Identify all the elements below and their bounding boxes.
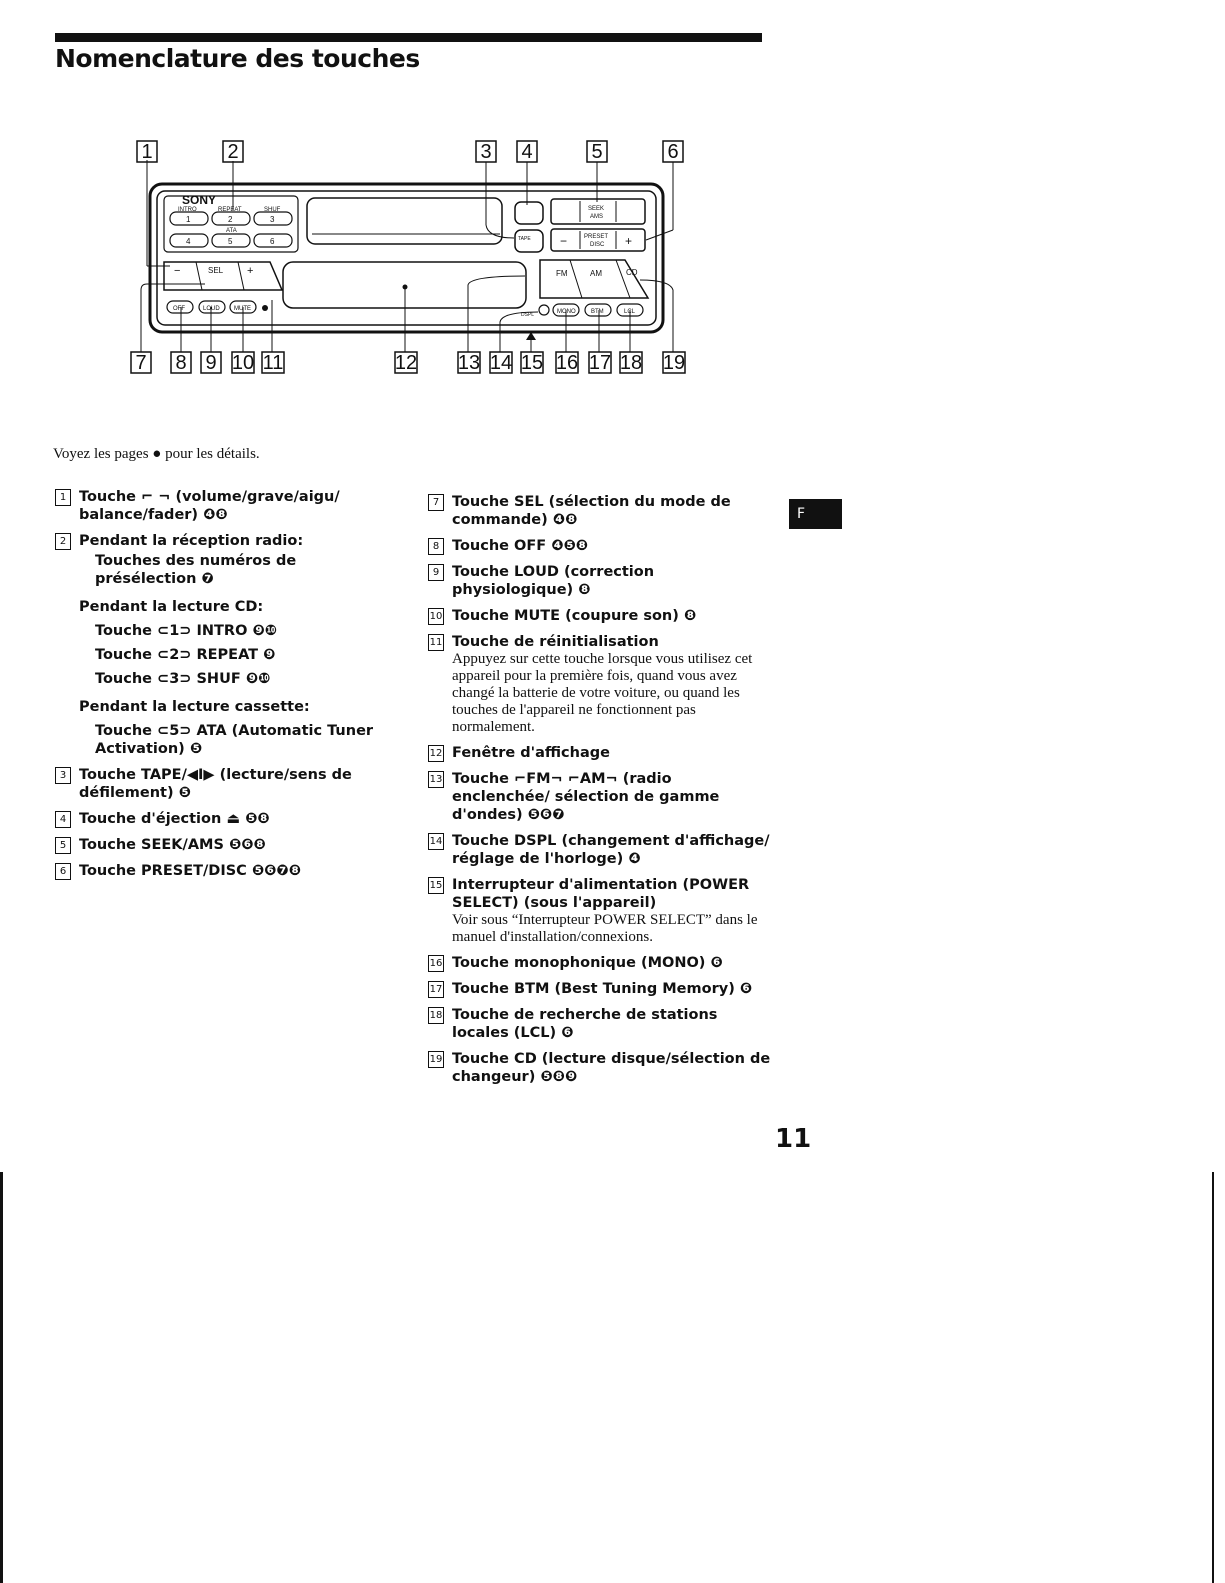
label-sel: SEL bbox=[208, 266, 224, 275]
ata-line bbox=[79, 722, 400, 758]
label-mute: MUTE bbox=[234, 306, 251, 312]
item-text: Touche d'éjection ⏏ bbox=[79, 811, 241, 827]
item-text: Touche ⌐ ¬ (volume/grave/aigu/ balance/fader) bbox=[79, 489, 340, 523]
scan-edge-left bbox=[0, 1172, 3, 1583]
sub-refs: ❾❿ bbox=[252, 623, 278, 639]
callout-number-14: 14 bbox=[489, 352, 513, 374]
section-tab: F bbox=[789, 499, 842, 529]
item-11 bbox=[428, 633, 773, 736]
label-fm: FM bbox=[556, 269, 568, 278]
item-text: Pendant la réception radio: bbox=[79, 533, 304, 549]
item-1 bbox=[55, 488, 400, 524]
label-ata: ATA bbox=[226, 228, 237, 234]
item-body: Voir sous “Interrupteur POWER SELECT” dans le manuel d'installation/connexions. bbox=[452, 912, 758, 945]
item-2-sub bbox=[79, 552, 400, 588]
item-number: 19 bbox=[428, 1051, 444, 1068]
item-number: 17 bbox=[428, 981, 444, 998]
sub-refs: ❺ bbox=[189, 741, 203, 757]
item-text: Touche SEL (sélection du mode de commande) bbox=[452, 494, 731, 528]
label-off: OFF bbox=[173, 306, 185, 312]
page-title: Nomenclature des touches bbox=[55, 44, 420, 73]
item-9 bbox=[428, 563, 773, 599]
item-refs: ❹❽ bbox=[203, 507, 228, 523]
item-text: Touche SEEK/AMS bbox=[79, 837, 224, 853]
preset-1: 1 bbox=[186, 215, 191, 224]
item-number: 9 bbox=[428, 564, 444, 581]
scan-edge-right bbox=[1212, 1172, 1214, 1583]
label-dspl: DSPL bbox=[521, 312, 535, 318]
preset-6: 6 bbox=[270, 237, 275, 246]
intro-line bbox=[79, 622, 400, 640]
item-number: 5 bbox=[55, 837, 71, 854]
label-cd: CD bbox=[626, 268, 638, 277]
label-ams: AMS bbox=[590, 214, 604, 220]
item-refs: ❹❺❽ bbox=[551, 538, 589, 554]
item-number: 8 bbox=[428, 538, 444, 555]
item-refs: ❺❻❼ bbox=[527, 807, 565, 823]
callout-number-15: 15 bbox=[520, 352, 544, 374]
preset-4: 4 bbox=[186, 237, 191, 246]
item-13 bbox=[428, 770, 773, 824]
callout-number-6: 6 bbox=[667, 141, 679, 163]
preset-5: 5 bbox=[228, 237, 233, 246]
item-number: 1 bbox=[55, 489, 71, 506]
label-intro: INTRO bbox=[178, 207, 197, 213]
intro-text: Voyez les pages ● pour les détails. bbox=[53, 446, 260, 462]
sub-text: Touche ⊂3⊃ SHUF bbox=[95, 671, 241, 687]
item-14 bbox=[428, 832, 773, 868]
callout-number-4: 4 bbox=[521, 141, 533, 163]
shuf-line bbox=[79, 670, 400, 688]
item-10 bbox=[428, 607, 773, 625]
callout-number-7: 7 bbox=[135, 352, 147, 374]
item-refs: ❹❽ bbox=[552, 512, 578, 528]
item-text: Touche OFF bbox=[452, 538, 547, 554]
item-15 bbox=[428, 876, 773, 946]
item-5 bbox=[55, 836, 400, 854]
callout-number-17: 17 bbox=[588, 352, 612, 374]
label-shuf: SHUF bbox=[264, 207, 281, 213]
item-3 bbox=[55, 766, 400, 802]
sub-refs: ❾❿ bbox=[245, 671, 271, 687]
item-refs: ❺ bbox=[178, 785, 191, 801]
label-sel-minus: − bbox=[174, 265, 181, 277]
callout-number-19: 19 bbox=[662, 352, 686, 374]
label-preset-minus: − bbox=[560, 234, 568, 248]
item-refs: ❽ bbox=[578, 582, 591, 598]
callout-number-12: 12 bbox=[394, 352, 418, 374]
label-disc: DISC bbox=[590, 242, 605, 248]
item-refs: ❻ bbox=[739, 981, 753, 997]
item-text: Fenêtre d'affichage bbox=[452, 745, 610, 761]
item-4 bbox=[55, 810, 400, 828]
label-preset-plus: + bbox=[625, 234, 633, 248]
label-preset: PRESET bbox=[584, 234, 609, 240]
item-number: 4 bbox=[55, 811, 71, 828]
item-text: Interrupteur d'alimentation (POWER SELECT) (sous l'appareil) bbox=[452, 877, 750, 911]
callout-number-16: 16 bbox=[555, 352, 579, 374]
item-refs: ❹ bbox=[628, 851, 641, 867]
item-6 bbox=[55, 862, 400, 880]
item-number: 2 bbox=[55, 533, 71, 550]
sub-refs: ❾ bbox=[263, 647, 276, 663]
item-refs: ❽ bbox=[683, 608, 697, 624]
item-16 bbox=[428, 954, 773, 972]
item-text: Touche CD (lecture disque/sélection de changeur) bbox=[452, 1051, 771, 1085]
left-column bbox=[55, 488, 400, 888]
item-refs: ❻ bbox=[710, 955, 723, 971]
item-body: Appuyez sur cette touche lorsque vous utilisez cet appareil pour la première fois, quand vous avez changé la batterie de votre voiture, ou quand les touches de l'appareil ne fonctionnent pas normalement. bbox=[452, 651, 753, 735]
item-number: 14 bbox=[428, 833, 444, 850]
item-12 bbox=[428, 744, 773, 762]
sub-text: Touche ⊂5⊃ ATA (Automatic Tuner Activation) bbox=[95, 723, 374, 757]
callout-number-8: 8 bbox=[175, 352, 187, 374]
item-text: Touche LOUD (correction physiologique) bbox=[452, 564, 655, 598]
callout-number-3: 3 bbox=[480, 141, 492, 163]
callout-number-18: 18 bbox=[619, 352, 643, 374]
sub-text: Touches des numéros de présélection bbox=[95, 553, 297, 587]
item-number: 6 bbox=[55, 863, 71, 880]
item-text: Touche de recherche de stations locales (LCL) bbox=[452, 1007, 718, 1041]
item-18 bbox=[428, 1006, 773, 1042]
callout-number-2: 2 bbox=[227, 141, 239, 163]
callout-number-9: 9 bbox=[205, 352, 217, 374]
preset-2: 2 bbox=[228, 215, 233, 224]
callout-number-1: 1 bbox=[141, 141, 153, 163]
item-number: 16 bbox=[428, 955, 444, 972]
label-tape: TAPE bbox=[518, 236, 531, 242]
item-number: 12 bbox=[428, 745, 444, 762]
callout-group bbox=[131, 141, 685, 374]
item-text: Touche de réinitialisation bbox=[452, 634, 659, 650]
item-7 bbox=[428, 493, 773, 529]
item-text: Touche MUTE (coupure son) bbox=[452, 608, 679, 624]
item-8 bbox=[428, 537, 773, 555]
item-refs: ❻ bbox=[561, 1025, 574, 1041]
repeat-line bbox=[79, 646, 400, 664]
preset-3: 3 bbox=[270, 215, 275, 224]
item-number: 11 bbox=[428, 634, 444, 651]
item-refs: ❺❻❼❽ bbox=[251, 863, 301, 879]
item-number: 7 bbox=[428, 494, 444, 511]
item-refs: ❺❽❾ bbox=[540, 1069, 578, 1085]
item-number: 13 bbox=[428, 771, 444, 788]
item-number: 10 bbox=[428, 608, 444, 625]
label-am: AM bbox=[590, 269, 602, 278]
item-2 bbox=[55, 532, 400, 758]
cd-heading: Pendant la lecture CD: bbox=[79, 599, 264, 615]
item-number: 3 bbox=[55, 767, 71, 784]
callout-number-13: 13 bbox=[457, 352, 481, 374]
item-refs: ❺❻❽ bbox=[229, 837, 266, 853]
label-mono: MONO bbox=[557, 309, 576, 315]
page-number: 11 bbox=[775, 1124, 812, 1154]
item-text: Touche PRESET/DISC bbox=[79, 863, 247, 879]
item-text: Touche monophonique (MONO) bbox=[452, 955, 706, 971]
item-text: Touche BTM (Best Tuning Memory) bbox=[452, 981, 735, 997]
callout-number-10: 10 bbox=[231, 352, 255, 374]
brand-logo: SONY bbox=[182, 193, 217, 207]
item-text: Touche ⌐FM¬ ⌐AM¬ (radio enclenchée/ sélection de gamme d'ondes) bbox=[452, 771, 720, 823]
item-19 bbox=[428, 1050, 773, 1086]
item-17 bbox=[428, 980, 773, 998]
label-sel-plus: + bbox=[247, 265, 254, 277]
label-repeat: REPEAT bbox=[218, 207, 242, 213]
callout-number-11: 11 bbox=[262, 352, 284, 374]
item-refs: ❺❽ bbox=[245, 811, 270, 827]
label-loud: LOUD bbox=[203, 306, 220, 312]
sub-refs: ❼ bbox=[201, 571, 214, 587]
item-number: 18 bbox=[428, 1007, 444, 1024]
label-btm: BTM bbox=[591, 309, 604, 315]
sub-text: Touche ⊂2⊃ REPEAT bbox=[95, 647, 259, 663]
car-stereo-diagram bbox=[0, 0, 1225, 420]
sub-text: Touche ⊂1⊃ INTRO bbox=[95, 623, 248, 639]
item-text: Touche TAPE/◀I▶ (lecture/sens de défilement) bbox=[79, 767, 352, 801]
item-text: Touche DSPL (changement d'affichage/ réglage de l'horloge) bbox=[452, 833, 770, 867]
label-lcl: LCL bbox=[624, 309, 636, 315]
callout-number-5: 5 bbox=[591, 141, 603, 163]
cassette-heading: Pendant la lecture cassette: bbox=[79, 699, 310, 715]
label-seek: SEEK bbox=[588, 206, 605, 212]
item-number: 15 bbox=[428, 877, 444, 894]
right-column bbox=[428, 493, 773, 1094]
